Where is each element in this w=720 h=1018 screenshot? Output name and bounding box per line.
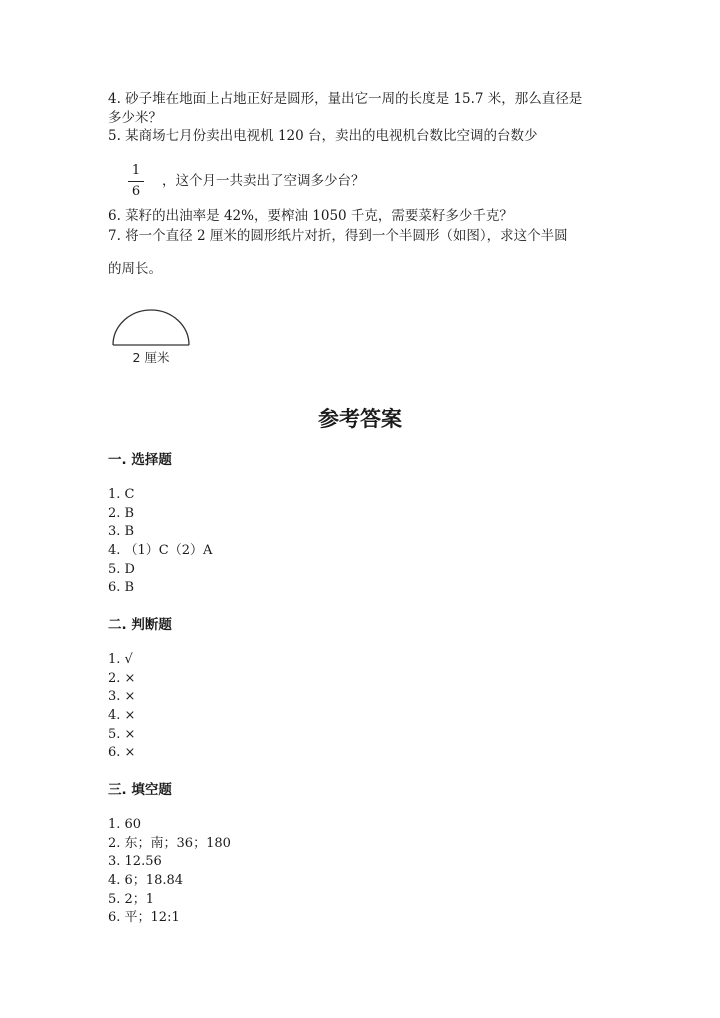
answer-item: 1. 60 <box>108 817 142 832</box>
semicircle-diagram <box>108 304 192 366</box>
question-5-line-2: ，这个月一共卖出了空调多少台？ <box>162 173 365 189</box>
section-heading-judgment: 二. 判断题 <box>108 617 172 633</box>
question-4-line-2: 多少米？ <box>108 110 162 126</box>
semicircle-figure <box>108 304 192 370</box>
question-6: 6. 菜籽的出油率是 42%，要榨油 1050 千克，需要菜籽多少千克？ <box>108 208 513 224</box>
section-heading-fill-blank: 三. 填空题 <box>108 782 172 798</box>
answers-title: 参考答案 <box>318 407 402 431</box>
answer-item: 6. B <box>108 580 135 595</box>
answer-item: 5. × <box>108 727 136 742</box>
answer-item: 5. D <box>108 562 135 577</box>
fraction-one-sixth <box>128 163 144 200</box>
figure-label: 2 厘米 <box>132 350 170 365</box>
answer-item: 5. 2；1 <box>108 892 155 907</box>
answer-item: 4. 6；18.84 <box>108 873 184 888</box>
answer-item: 1. C <box>108 487 135 502</box>
answer-item: 6. × <box>108 745 136 760</box>
answer-item: 6. 平；12:1 <box>108 910 180 925</box>
fraction-bar <box>128 181 144 182</box>
answer-item: 1. √ <box>108 652 133 667</box>
answer-item: 2. × <box>108 671 136 686</box>
answer-item: 3. 12.56 <box>108 854 162 869</box>
answer-item: 3. × <box>108 689 136 704</box>
question-7-line-2: 的周长。 <box>108 261 162 277</box>
fraction-denominator: 6 <box>131 184 141 199</box>
answer-item: 3. B <box>108 524 135 539</box>
section-heading-choice: 一. 选择题 <box>108 452 172 468</box>
fraction-numerator: 1 <box>131 163 141 178</box>
answer-item: 2. B <box>108 506 135 521</box>
answer-item: 4. × <box>108 708 136 723</box>
question-5-line-1: 5. 某商场七月份卖出电视机 120 台，卖出的电视机台数比空调的台数少 <box>108 128 538 144</box>
semicircle-arc <box>113 310 189 345</box>
answer-item: 2. 东；南；36；180 <box>108 836 231 851</box>
answer-item: 4. （1）C（2）A <box>108 543 213 558</box>
question-7-line-1: 7. 将一个直径 2 厘米的圆形纸片对折，得到一个半圆形（如图），求这个半圆 <box>108 228 568 244</box>
question-4-line-1: 4. 砂子堆在地面上占地正好是圆形，量出它一周的长度是 15.7 米，那么直径是 <box>108 91 583 107</box>
